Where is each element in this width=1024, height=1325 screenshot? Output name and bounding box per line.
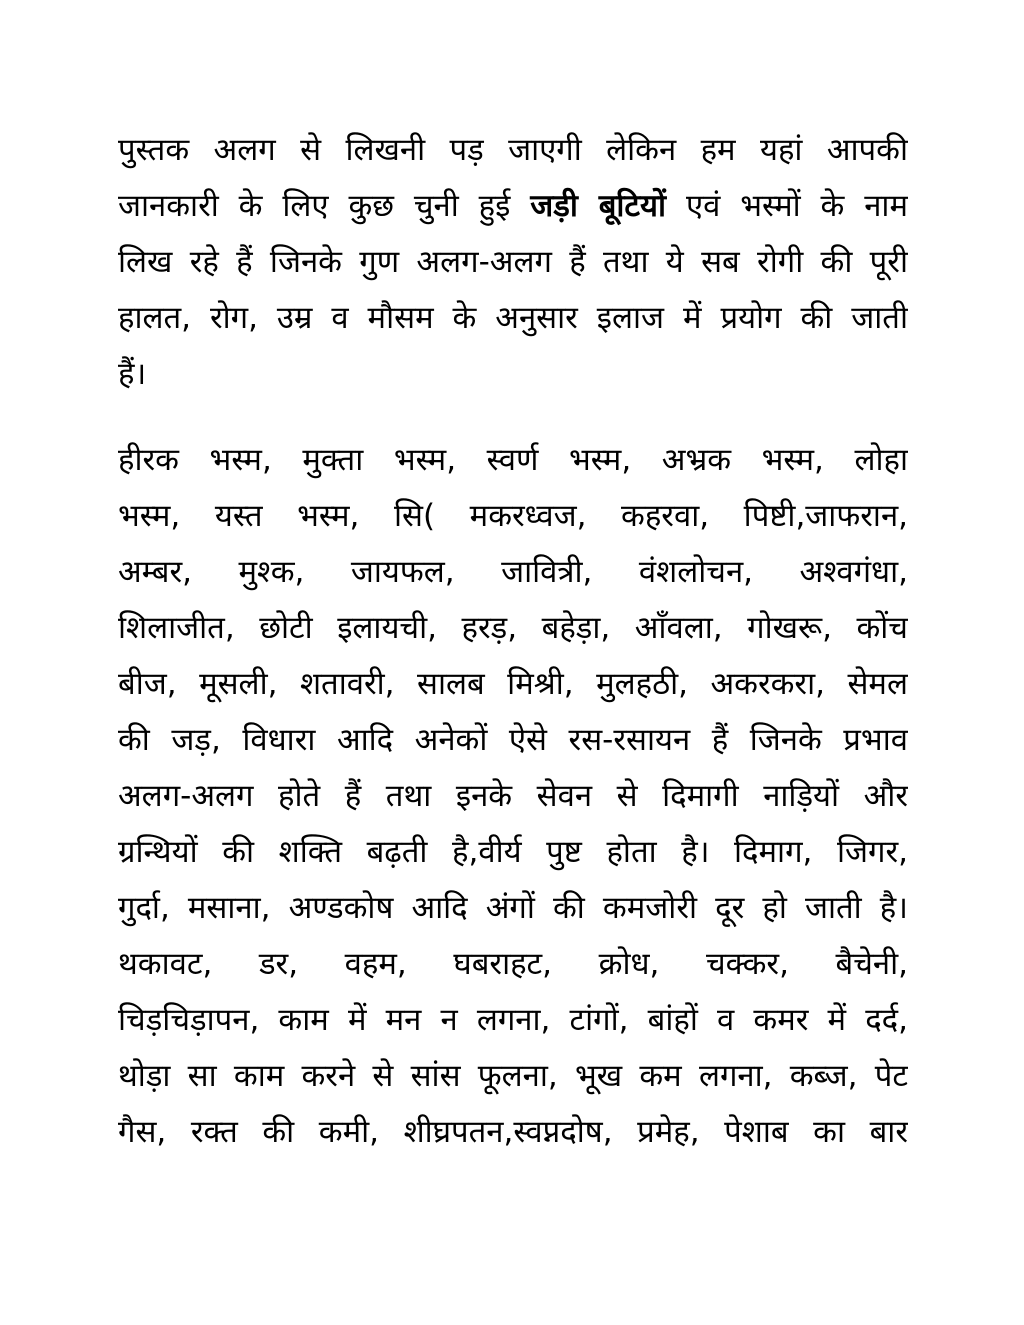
herbs-list-paragraph bbox=[118, 432, 908, 1160]
text-line: अम्बर, मुश्क, जायफल, जावित्री, वंशलोचन, अश्वगंधा, bbox=[118, 554, 908, 590]
text-span: एवं भस्मों के नाम bbox=[666, 188, 908, 224]
text-line: हैं। bbox=[118, 356, 147, 392]
text-line: भस्म, यस्त भस्म, सि( मकरध्वज, कहरवा, पिष्टी,जाफरान, bbox=[118, 498, 908, 534]
text-line: हालत, रोग, उम्र व मौसम के अनुसार इलाज में प्रयोग की जाती bbox=[118, 300, 908, 336]
text-line: ग्रन्थियों की शक्ति बढ़ती है,वीर्य पुष्ट होता है। दिमाग, जिगर, bbox=[118, 834, 908, 870]
text-line: लिख रहे हैं जिनके गुण अलग-अलग हैं तथा ये सब रोगी की पूरी bbox=[118, 244, 908, 280]
text-line: थकावट, डर, वहम, घबराहट, क्रोध, चक्कर, बैचेनी, bbox=[118, 946, 908, 982]
text-line: हीरक भस्म, मुक्ता भस्म, स्वर्ण भस्म, अभ्रक भस्म, लोहा bbox=[118, 442, 908, 478]
text-line: थोड़ा सा काम करने से सांस फूलना, भूख कम लगना, कब्ज, पेट bbox=[118, 1058, 908, 1094]
intro-paragraph bbox=[118, 122, 908, 402]
text-line: की जड़, विधारा आदि अनेकों ऐसे रस-रसायन हैं जिनके प्रभाव bbox=[118, 722, 908, 758]
text-line: अलग-अलग होते हैं तथा इनके सेवन से दिमागी नाड़ियों और bbox=[118, 778, 908, 814]
text-line: बीज, मूसली, शतावरी, सालब मिश्री, मुलहठी, अकरकरा, सेमल bbox=[118, 666, 908, 702]
text-line: गैस, रक्त की कमी, शीघ्रपतन,स्वप्नदोष, प्रमेह, पेशाब का बार bbox=[118, 1114, 908, 1150]
text-line: शिलाजीत, छोटी इलायची, हरड़, बहेड़ा, आँवला, गोखरू, कोंच bbox=[118, 610, 908, 646]
bold-herbs-text: जड़ी बूटियों bbox=[530, 188, 667, 224]
text-line bbox=[118, 178, 908, 234]
text-line: चिड़चिड़ापन, काम में मन न लगना, टांगों, बांहों व कमर में दर्द, bbox=[118, 1002, 908, 1038]
text-span: जानकारी के लिए कुछ चुनी हुई bbox=[118, 188, 531, 224]
text-line: पुस्तक अलग से लिखनी पड़ जाएगी लेकिन हम यहां आपकी bbox=[118, 132, 908, 168]
text-line: गुर्दा, मसाना, अण्डकोष आदि अंगों की कमजोरी दूर हो जाती है। bbox=[118, 890, 908, 926]
